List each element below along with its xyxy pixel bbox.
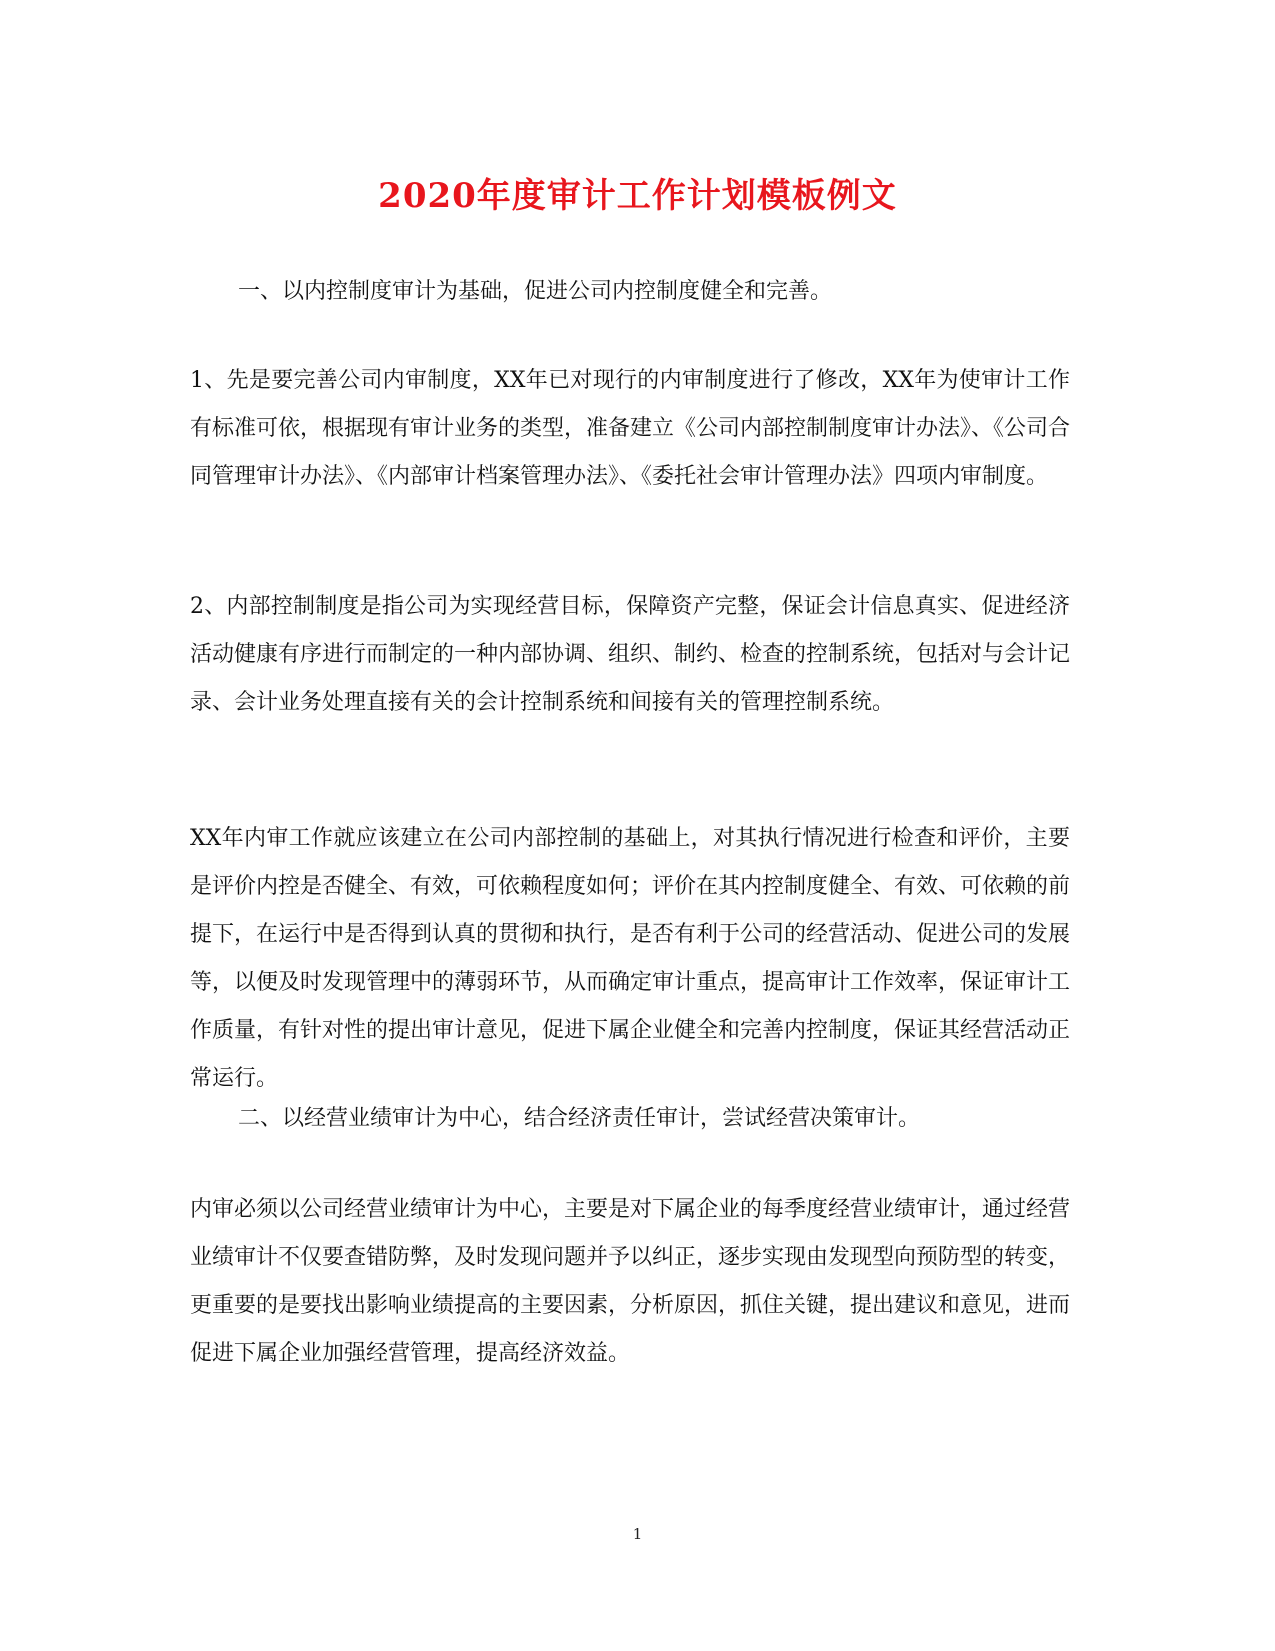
section-heading-1: 一、以内控制度审计为基础，促进公司内控制度健全和完善。: [238, 279, 833, 304]
page-number: 1: [632, 1525, 643, 1543]
section-heading-2: 二、以经营业绩审计为中心，结合经济责任审计，尝试经营决策审计。: [238, 1106, 921, 1131]
paragraph-3: XX年内审工作就应该建立在公司内部控制的基础上，对其执行情况进行检查和评价，主要是评价内控是否健全、有效，可依赖程度如何；评价在其内控制度健全、有效、可依赖的前提下，在运行中是否得到认真的贯彻和执行，是否有利于公司的经营活动、促进公司的发展等，以便及时发现管理中的薄弱环节，从而确定审计重点，提高审计工作效率，保证审计工作质量，有针对性的提出审计意见，促进下属企业健全和完善内控制度，保证其经营活动正常运行。: [190, 826, 1071, 1091]
paragraph-1: 1、先是要完善公司内审制度，XX年已对现行的内审制度进行了修改，XX年为使审计工作有标准可依，根据现有审计业务的类型，准备建立《公司内部控制制度审计办法》、《公司合同管理审计办法》、《内部审计档案管理办法》、《委托社会审计管理办法》四项内审制度。: [190, 368, 1071, 489]
paragraph-4: 内审必须以公司经营业绩审计为中心，主要是对下属企业的每季度经营业绩审计，通过经营业绩审计不仅要查错防弊，及时发现问题并予以纠正，逐步实现由发现型向预防型的转变，更重要的是要找出影响业绩提高的主要因素，分析原因，抓住关键，提出建议和意见，进而促进下属企业加强经营管理，提高经济效益。: [190, 1197, 1071, 1366]
document-title: 2020年度审计工作计划模板例文: [378, 176, 897, 216]
paragraph-2: 2、内部控制制度是指公司为实现经营目标，保障资产完整，保证会计信息真实、促进经济活动健康有序进行而制定的一种内部协调、组织、制约、检查的控制系统，包括对与会计记录、会计业务处理直接有关的会计控制系统和间接有关的管理控制系统。: [190, 594, 1071, 715]
